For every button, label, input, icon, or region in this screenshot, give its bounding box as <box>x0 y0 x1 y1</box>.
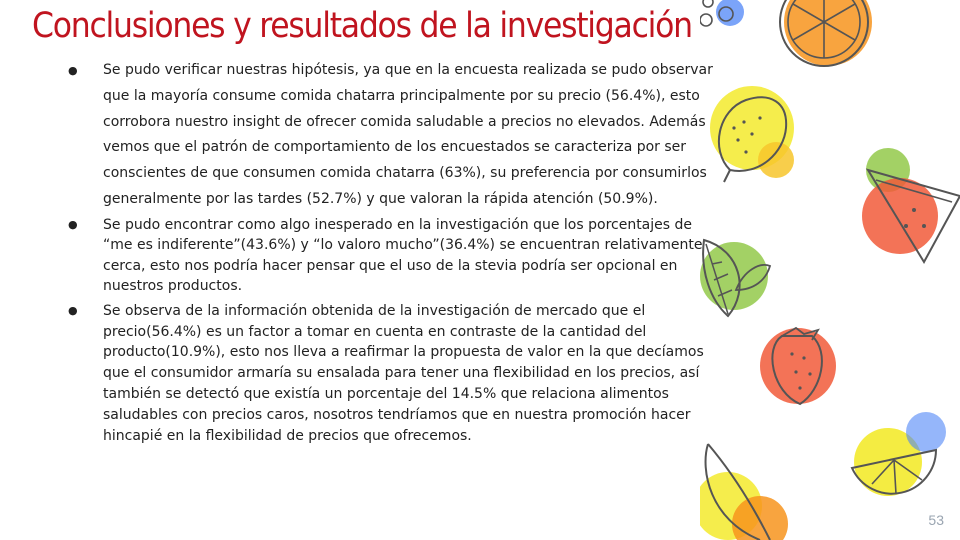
bullet-marker: ● <box>68 217 78 231</box>
bullet-item <box>66 58 716 213</box>
bullet-text: Se pudo verificar nuestras hipótesis, ya que en la encuesta realizada se pudo observar que la mayoría consume comida chatarra principalmente por su precio (56.4%), esto corrobora nuestro insight de ofrecer comida saludable a precios no elevados. Además vemos que el patrón de comportamiento de los encuestados se caracteriza por ser conscientes de que consumen comida chatarra (63%), su preferencia por consumirlos generalmente por las tardes (52.7%) y que valoran la rápida atención (50.9%). <box>103 62 713 207</box>
orange-slice-icon <box>780 0 872 66</box>
watermelon-icon <box>862 148 960 262</box>
leaf-icon <box>700 240 770 316</box>
fruit-decoration <box>700 0 960 540</box>
strawberry-icon <box>760 328 836 404</box>
bullet-list <box>66 58 716 446</box>
berries-icon <box>700 0 744 26</box>
lime-slice-icon <box>852 412 946 496</box>
bullet-text: Se observa de la información obtenida de la investigación de mercado que el precio(56.4%) es un factor a tomar en cuenta en contraste de la cantidad del producto(10.9%), esto nos lleva a reafirmar la propuesta de valor en la que decíamos que el consumidor armaría su ensalada para tener una flexibilidad en los precios, así también se detectó que existía un porcentaje del 14.5% que relaciona alimentos saludables con precios caros, nosotros tendríamos que en nuestra promoción hacer hincapié en la flexibilidad de precios que ofrecemos. <box>103 302 704 444</box>
bullet-item <box>66 215 716 297</box>
bullet-text: Se pudo encontrar como algo inesperado en la investigación que los porcentajes de “me es indiferente”(43.6%) y “lo valoro mucho”(36.4%) se encuentran relativamente cerca, esto nos podría hacer pensar que el uso de la stevia podría ser opcional en nuestros productos. <box>103 216 703 295</box>
bullet-marker: ● <box>68 64 78 77</box>
slide-title: Conclusiones y resultados de la investigación <box>32 6 692 46</box>
bullet-marker: ● <box>68 303 78 317</box>
banana-icon <box>700 444 788 540</box>
page-number: 53 <box>928 512 944 528</box>
lemon-icon <box>710 86 794 182</box>
bullet-item <box>66 301 716 447</box>
